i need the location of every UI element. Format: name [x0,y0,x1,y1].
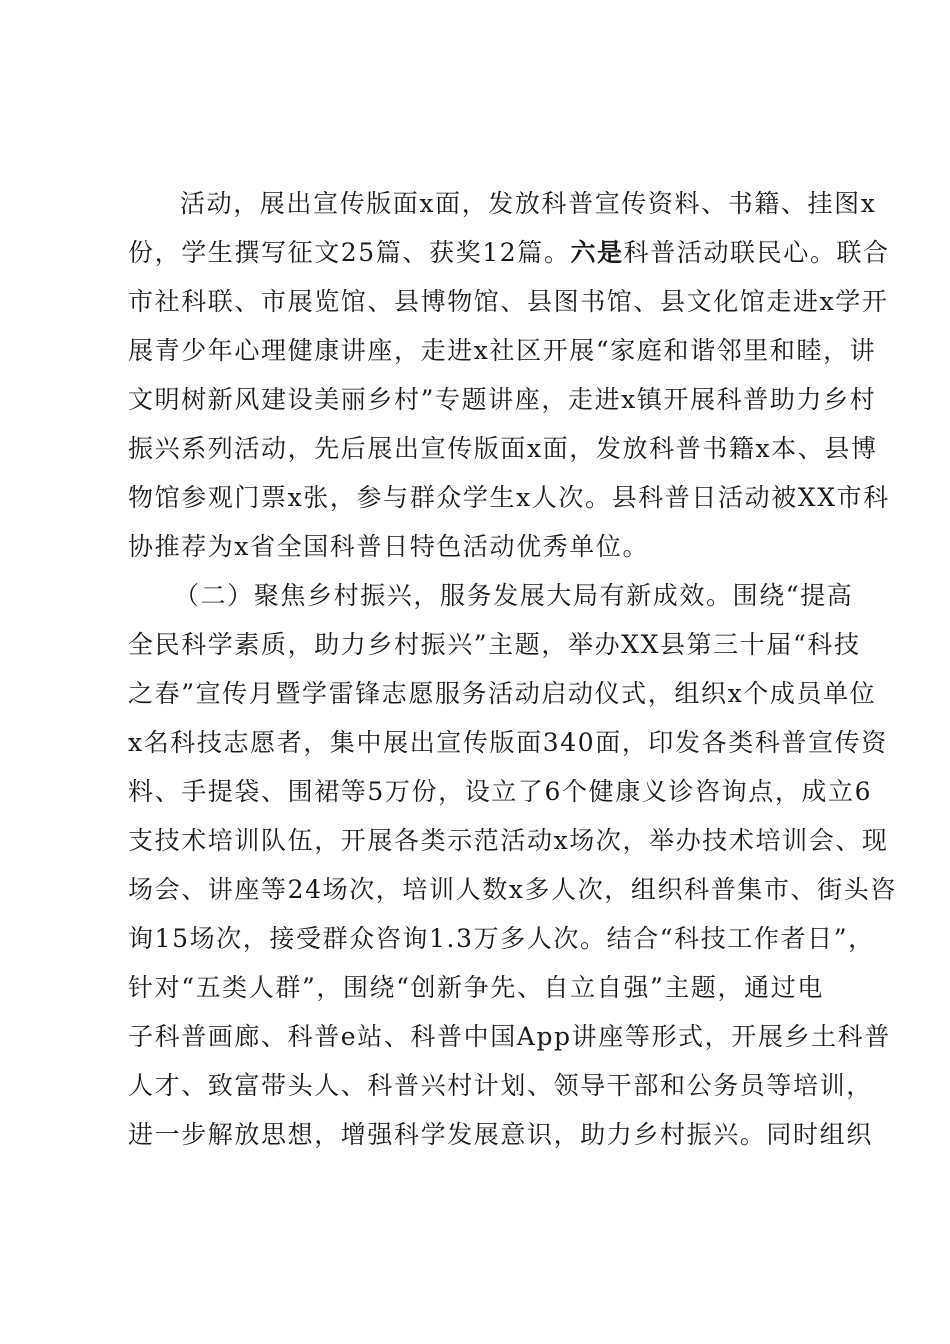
paragraph-1-line-8: 协推荐为x省全国科普日特色活动优秀单位。 [128,532,650,561]
paragraph-1-line-6: 振兴系列活动，先后展出宣传版面x面，发放科普书籍x本、县博 [128,434,878,463]
paragraph-2-line-3: 之春”宣传月暨学雷锋志愿服务活动启动仪式，组织x个成员单位 [128,679,877,708]
paragraph-2-line-8: 询15场次，接受群众咨询1.3万多人次。结合“科技工作者日”， [128,924,875,953]
paragraph-1-line-3: 市社科联、市展览馆、县博物馆、县图书馆、县文化馆走进x学开 [128,287,889,316]
paragraph-1-line-4: 展青少年心理健康讲座，走进x社区开展“家庭和谐邻里和睦，讲 [128,336,877,365]
paragraph-1-line-7: 物馆参观门票x张，参与群众学生x人次。县科普日活动被XX市科 [128,483,890,512]
paragraph-2-line-5: 料、手提袋、围裙等5万份，设立了6个健康义诊咨询点，成立6 [128,777,873,806]
paragraph-1-line-5: 文明树新风建设美丽乡村”专题讲座，走进x镇开展科普助力乡村 [128,385,877,414]
paragraph-2-line-7: 场会、讲座等24场次，培训人数x多人次，组织科普集市、街头咨 [128,875,897,904]
paragraph-2-line-11: 人才、致富带头人、科普兴村计划、领导干部和公务员等培训， [128,1071,873,1100]
paragraph-2-line-2: 全民科学素质，助力乡村振兴”主题，举办XX县第三十届“科技 [128,630,861,659]
paragraph-2-line-4: x名科技志愿者，集中展出宣传版面340面，印发各类科普宣传资 [128,728,888,757]
paragraph-1-bold-lead: 六是 [570,238,624,267]
paragraph-1-line-2-text: 份，学生撰写征文25篇、获奖12篇。 [128,238,571,267]
paragraph-2-line-6: 支技术培训队伍，开展各类示范活动x场次，举办技术培训会、现 [128,826,889,855]
paragraph-1-line-2-tail: 科普活动联民心。联合 [623,238,890,267]
paragraph-2-line-12: 进一步解放思想，增强科学发展意识，助力乡村振兴。同时组织 [128,1120,873,1149]
paragraph-2-line-1: （二）聚焦乡村振兴，服务发展大局有新成效。围绕“提高 [174,581,854,610]
paragraph-2-line-10: 子科普画廊、科普e站、科普中国App讲座等形式，开展乡土科普 [128,1022,891,1051]
paragraph-1-line-2 [128,237,890,269]
paragraph-1-line-1: 活动，展出宣传版面x面，发放科普宣传资料、书籍、挂图x [180,189,877,218]
paragraph-2-line-9: 针对“五类人群”，围绕“创新争先、自立自强”主题，通过电 [128,973,824,1002]
